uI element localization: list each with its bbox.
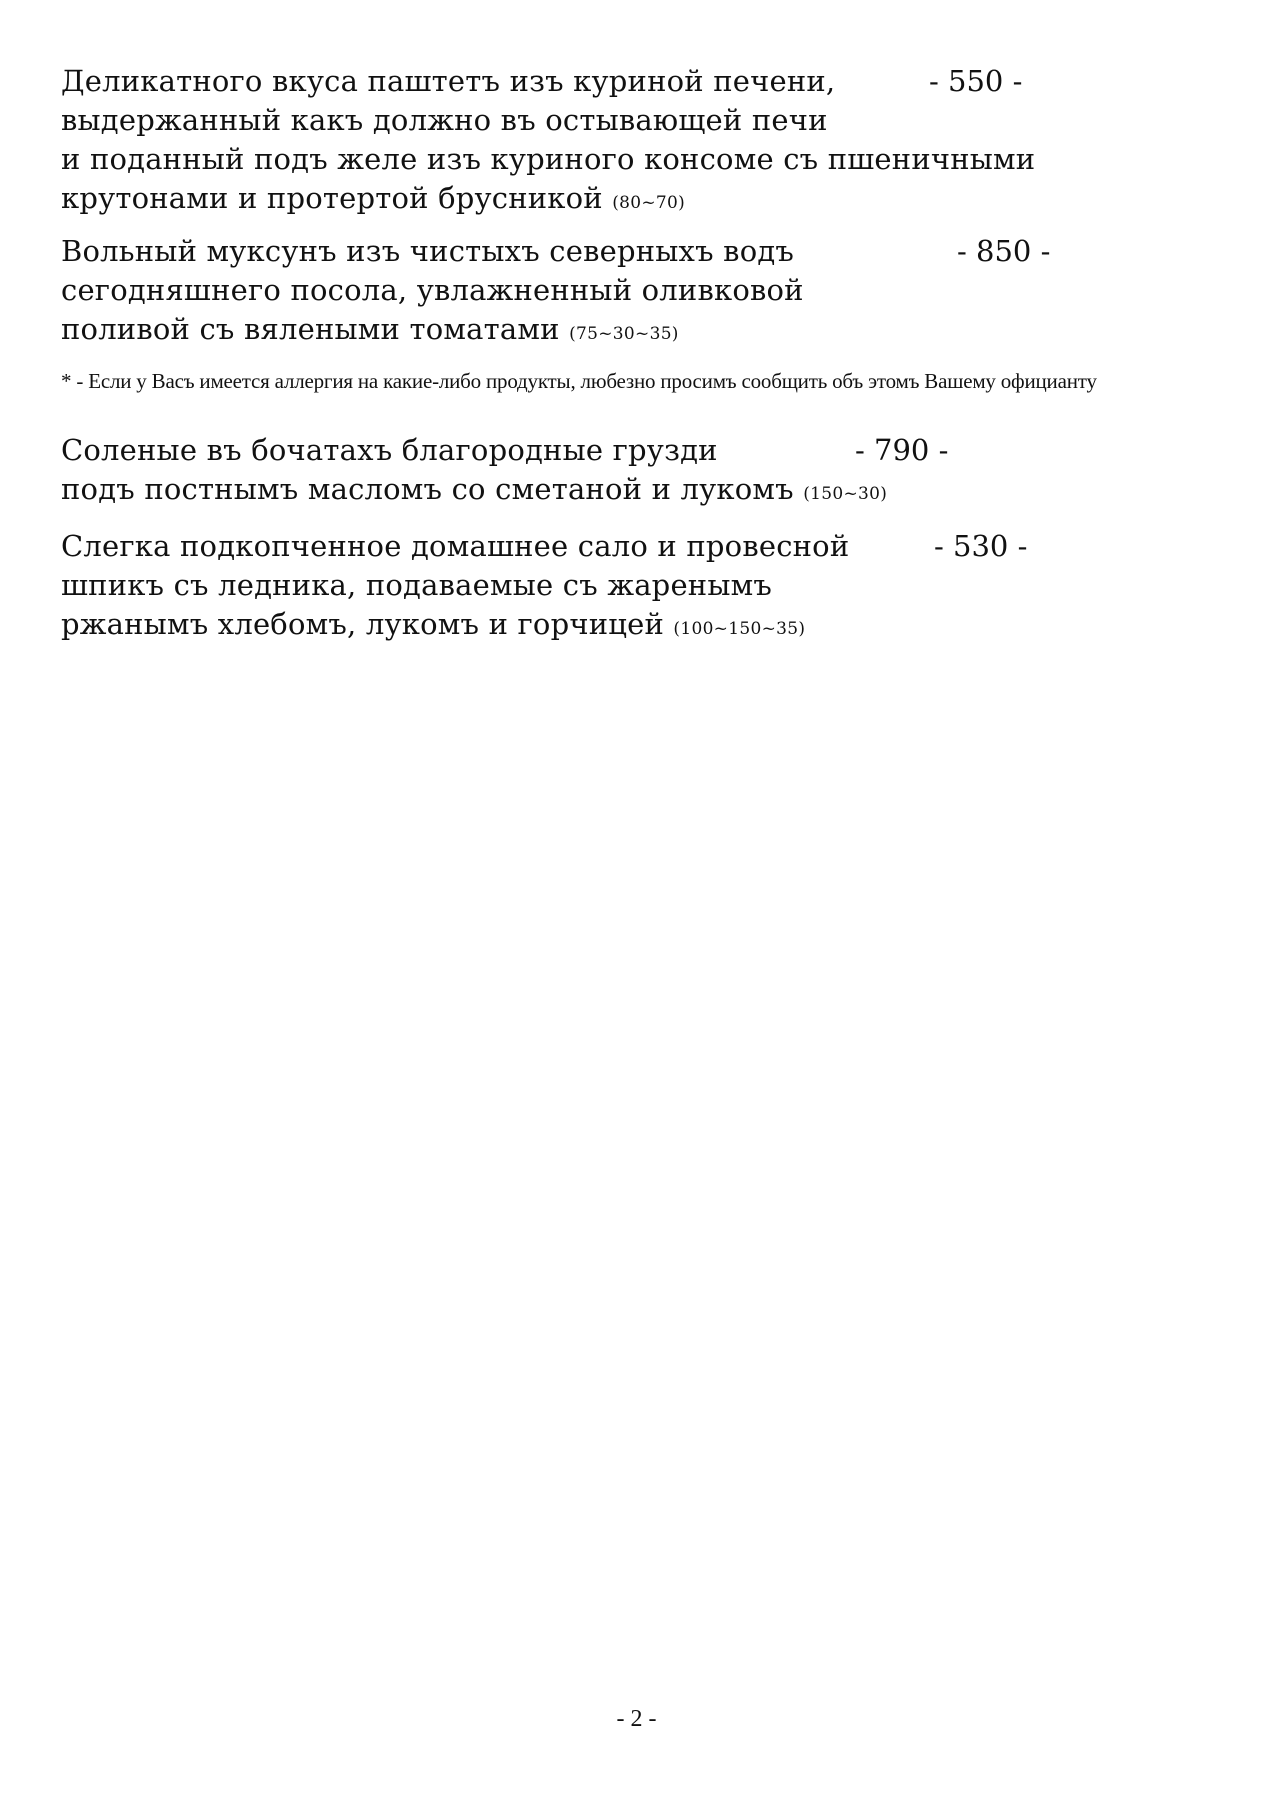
- dish-description-line: [61, 179, 1035, 223]
- dish-description-line: шпикъ съ ледника, подаваемые съ жаренымъ: [61, 568, 773, 602]
- dish-description-line: Соленые въ бочатахъ благородные грузди: [61, 433, 718, 467]
- dish-salted-mushrooms: [61, 431, 887, 514]
- dish-weight: (100~150~35): [673, 619, 806, 639]
- dish-description-line: и поданный подъ желе изъ куриного консоме съ пшеничными: [61, 142, 1036, 176]
- dish-description-text: подъ постнымъ масломъ со сметаной и лукомъ: [61, 472, 794, 506]
- dish-price: - 550 -: [929, 64, 1023, 98]
- dish-description-text: ржанымъ хлебомъ, лукомъ и горчицей: [61, 607, 664, 641]
- dish-description-line: Вольный муксунъ изъ чистыхъ северныхъ водъ: [61, 234, 795, 268]
- dish-description-line: Слегка подкопченное домашнее сало и провесной: [61, 529, 850, 563]
- dish-description-text: крутонами и протертой брусникой: [61, 181, 603, 215]
- dish-chicken-liver-pate: [61, 62, 1035, 223]
- allergy-note: * - Если у Васъ имеется аллергия на какие-либо продукты, любезно просимъ сообщить объ этомъ Вашему официанту: [61, 369, 1097, 393]
- dish-weight: (150~30): [803, 484, 888, 504]
- dish-weight: (75~30~35): [569, 324, 679, 344]
- dish-description-line: [61, 310, 804, 354]
- dish-description-line: Деликатного вкуса паштетъ изъ куриной печени,: [61, 64, 836, 98]
- dish-smoked-salo: [61, 527, 849, 649]
- dish-price: - 790 -: [855, 433, 949, 467]
- dish-price: - 850 -: [957, 234, 1051, 268]
- dish-description-line: [61, 470, 887, 514]
- dish-description-line: сегодняшнего посола, увлажненный оливковой: [61, 273, 804, 307]
- dish-description-line: выдержанный какъ должно въ остывающей печи: [61, 103, 828, 137]
- dish-muksun-fish: [61, 232, 804, 354]
- dish-description-text: поливой съ вялеными томатами: [61, 312, 560, 346]
- page-number: - 2 -: [616, 1706, 657, 1732]
- dish-price: - 530 -: [934, 529, 1028, 563]
- dish-description-line: [61, 605, 849, 649]
- dish-weight: (80~70): [612, 193, 686, 213]
